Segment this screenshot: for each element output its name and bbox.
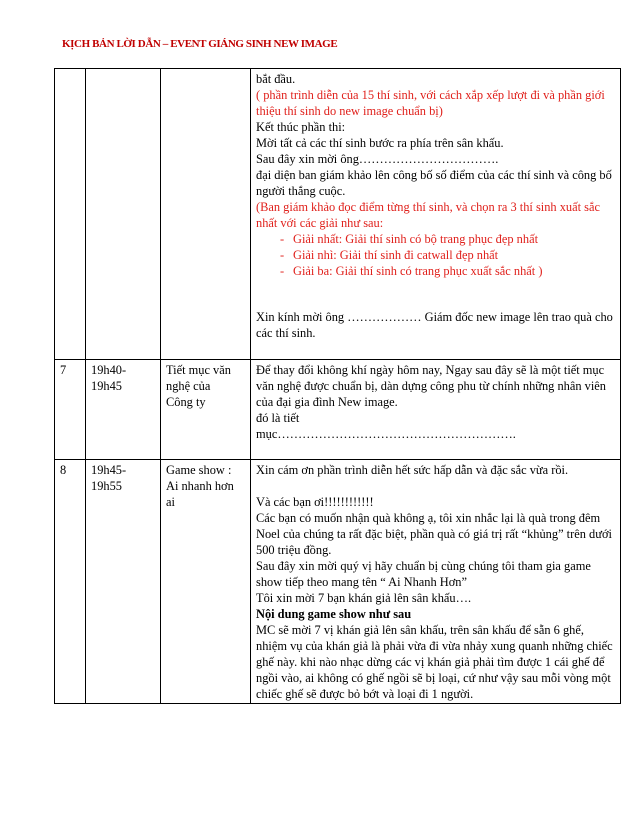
script-line: Kết thúc phần thi: <box>256 120 346 134</box>
award-item: - Giải nhất: Giải thí sinh có bộ trang phục đẹp nhất <box>280 231 615 247</box>
script-line: Để thay đổi không khí ngày hôm nay, Ngay sau đây sẽ là một tiết mục văn nghệ được chuẩn bị, dàn dựng công phu từ chính những nhân viên của đại gia đình New image. <box>256 363 606 409</box>
awards-list <box>256 231 615 279</box>
script-line: Mời tất cả các thí sinh bước ra phía trên sân khấu. <box>256 136 504 150</box>
script-line: Và các bạn ơi!!!!!!!!!!!! <box>256 495 374 509</box>
award-item: - Giải nhì: Giải thí sinh đi catwall đẹp nhất <box>280 247 615 263</box>
script-line: bắt đầu. <box>256 72 296 86</box>
item-label-line: Game show : <box>166 463 232 477</box>
script-line: Sau đây xin mời ông……………………………. <box>256 152 499 166</box>
cell-time <box>86 460 161 704</box>
script-line: mục…………………………………………………. <box>256 427 516 441</box>
item-label-line: Tiết mục văn <box>166 363 231 377</box>
table-row-continued <box>55 69 621 360</box>
script-line: Xin cám ơn phần trình diễn hết sức hấp dẫn và đặc sắc vừa rồi. <box>256 463 569 477</box>
cell-number: 8 <box>55 460 86 704</box>
time-end: 19h55 <box>91 479 122 493</box>
time-end: 19h45 <box>91 379 122 393</box>
spacer <box>256 478 615 494</box>
cell-number: 7 <box>55 360 86 460</box>
item-label-line: Công ty <box>166 395 206 409</box>
cell-script <box>251 360 621 460</box>
item-label-line: ai <box>166 495 175 509</box>
script-line: Các bạn có muốn nhận quà không ạ, tôi xin nhắc lại là quà trong đêm Noel của chúng ta rất đặc biệt, phần quà có giá trị rất “khủng” trên dưới 500 triệu đồng. <box>256 511 612 557</box>
script-note: (Ban giám khảo đọc điểm từng thí sinh, và chọn ra 3 thí sinh xuất sắc nhất với các giải như sau: <box>256 200 600 230</box>
script-line: Tôi xin mời 7 bạn khán giả lên sân khấu…. <box>256 591 472 605</box>
script-line: Xin kính mời ông ……………… Giám đốc new image lên trao quà cho các thí sinh. <box>256 310 613 340</box>
script-line: MC sẽ mời 7 vị khán giả lên sân khấu, trên sân khấu để sẵn 6 ghế, nhiệm vụ của khán giả là phải vừa đi vừa nhảy xung quanh những chiếc ghế này. khi nào nhạc dừng các vị khán giả phải tìm được 1 cái ghế để ngồi vào, ai không có ghế ngồi sẽ bị loại, cứ như vậy sau mỗi vòng một chiếc ghế sẽ được bỏ bớt và loại đi 1 người. <box>256 623 613 701</box>
script-line: Sau đây xin mời quý vị hãy chuẩn bị cùng chúng tôi tham gia game show tiếp theo mang tên “ Ai Nhanh Hơn” <box>256 559 591 589</box>
cell-item <box>161 69 251 360</box>
script-line: đại diện ban giám khảo lên công bố số điểm của các thí sinh và công bố người thắng cuộc. <box>256 168 612 198</box>
cell-script <box>251 460 621 704</box>
cell-script <box>251 69 621 360</box>
script-line: đó là tiết <box>256 411 300 425</box>
section-heading: Nội dung game show như sau <box>256 607 412 621</box>
table-row-8 <box>55 460 621 704</box>
script-note: ( phần trình diễn của 15 thí sinh, với cách xắp xếp lượt đi và phần giới thiệu thí sinh do new image chuẩn bị) <box>256 88 605 118</box>
award-item: - Giải ba: Giải thí sinh có trang phục xuất sắc nhất ) <box>280 263 615 279</box>
table-row-7 <box>55 360 621 460</box>
cell-item <box>161 460 251 704</box>
cell-time <box>86 69 161 360</box>
time-start: 19h40- <box>91 363 127 377</box>
spacer <box>256 279 615 309</box>
script-table <box>54 68 621 704</box>
cell-time <box>86 360 161 460</box>
document-header: KỊCH BẢN LỜI DẪN – EVENT GIÁNG SINH NEW IMAGE <box>62 38 338 50</box>
cell-item <box>161 360 251 460</box>
cell-number <box>55 69 86 360</box>
time-start: 19h45- <box>91 463 127 477</box>
item-label-line: Ai nhanh hơn <box>166 479 234 493</box>
item-label-line: nghệ của <box>166 379 211 393</box>
